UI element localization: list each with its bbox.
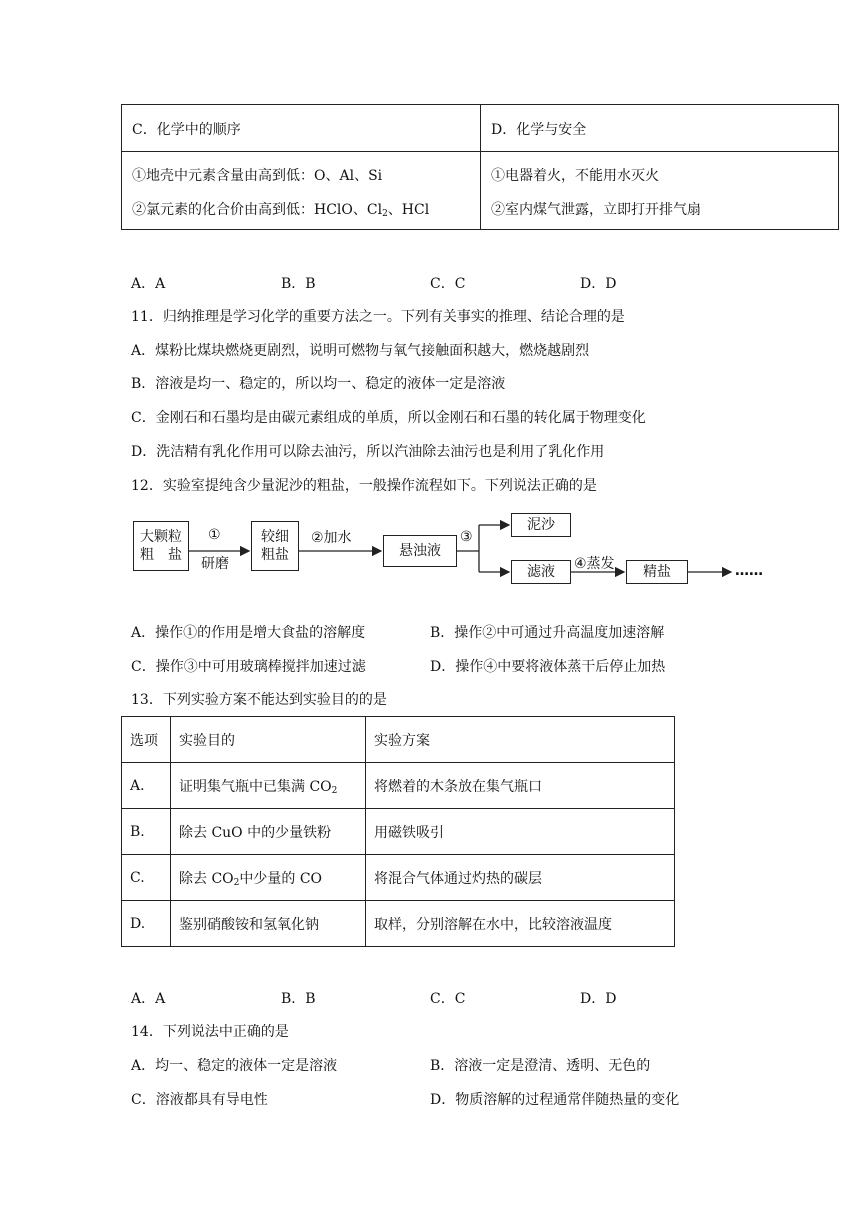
q12-option-a: A．操作①的作用是增大食盐的溶解度 bbox=[131, 625, 366, 641]
q10-option-c: C．C bbox=[430, 276, 466, 292]
row-plan: 用磁铁吸引 bbox=[366, 809, 675, 855]
q11-option-d: D．洗洁精有乳化作用可以除去油污，所以汽油除去油污也是利用了乳化作用 bbox=[131, 444, 605, 460]
row-plan: 将混合气体通过灼热的碳层 bbox=[366, 855, 675, 901]
flow-diagram bbox=[131, 513, 781, 593]
flow-step1-label: ① bbox=[208, 527, 221, 543]
q13-table bbox=[121, 716, 675, 947]
q13-option-b: B．B bbox=[281, 991, 316, 1007]
row-option: C. bbox=[122, 855, 171, 901]
header-option: 选项 bbox=[122, 717, 171, 763]
table-c-line2: ②氯元素的化合价由高到低：HClO、$Cl_2$、HCl bbox=[132, 202, 430, 219]
q10-option-d: D．D bbox=[580, 276, 617, 292]
row-goal: 鉴别硝酸铵和氢氧化钠 bbox=[171, 901, 366, 947]
table-header-row bbox=[122, 717, 675, 763]
header-plan: 实验方案 bbox=[366, 717, 675, 763]
table-row bbox=[122, 763, 675, 809]
row-option: D. bbox=[122, 901, 171, 947]
q10-option-a: A．A bbox=[131, 276, 166, 292]
q12-stem: 12．实验室提纯含少量泥沙的粗盐，一般操作流程如下。下列说法正确的是 bbox=[131, 478, 597, 494]
q13-option-a: A．A bbox=[131, 991, 166, 1007]
q10-option-b: B．B bbox=[281, 276, 316, 292]
q11-stem: 11．归纳推理是学习化学的重要方法之一。下列有关事实的推理、结论合理的是 bbox=[131, 309, 625, 325]
row-plan: 将燃着的木条放在集气瓶口 bbox=[366, 763, 675, 809]
table-c-line1: ①地壳中元素含量由高到低：O、Al、Si bbox=[132, 168, 383, 184]
table-d-header: D．化学与安全 bbox=[491, 122, 587, 138]
table-divider-vertical bbox=[480, 105, 481, 229]
table-row bbox=[122, 855, 675, 901]
row-goal: 除去 CuO 中的少量铁粉 bbox=[171, 809, 366, 855]
q11-option-a: A．煤粉比煤块燃烧更剧烈，说明可燃物与氧气接触面积越大，燃烧越剧烈 bbox=[131, 343, 590, 359]
row-option: B. bbox=[122, 809, 171, 855]
flow-box-filtrate: 滤液 bbox=[511, 560, 571, 584]
q13-stem: 13．下列实验方案不能达到实验目的的是 bbox=[131, 692, 387, 708]
q11-option-c: C．金刚石和石墨均是由碳元素组成的单质，所以金刚石和石墨的转化属于物理变化 bbox=[131, 410, 646, 426]
flow-box-suspension: 悬浊液 bbox=[383, 535, 457, 567]
q12-option-b: B．操作②中可通过升高温度加速溶解 bbox=[430, 625, 665, 641]
q14-option-b: B．溶液一定是澄清、透明、无色的 bbox=[430, 1058, 651, 1074]
flow-step3-label: ③ bbox=[460, 529, 473, 545]
table-row bbox=[122, 809, 675, 855]
q14-stem: 14．下列说法中正确的是 bbox=[131, 1024, 289, 1040]
table-d-line1: ①电器着火，不能用水灭火 bbox=[491, 168, 659, 184]
flow-step4-label: ④蒸发 bbox=[574, 556, 615, 572]
q12-option-c: C．操作③中可用玻璃棒搅拌加速过滤 bbox=[131, 659, 366, 675]
row-goal: 除去 $CO_2$中少量的 CO bbox=[171, 855, 366, 901]
row-plan: 取样，分别溶解在水中，比较溶液温度 bbox=[366, 901, 675, 947]
table-row bbox=[122, 901, 675, 947]
q13-option-c: C．C bbox=[430, 991, 466, 1007]
row-goal: 证明集气瓶中已集满 $CO_2$ bbox=[171, 763, 366, 809]
flow-step2-label: ②加水 bbox=[311, 530, 352, 546]
header-goal: 实验目的 bbox=[171, 717, 366, 763]
q13-option-d: D．D bbox=[580, 991, 617, 1007]
q11-option-b: B．溶液是均一、稳定的，所以均一、稳定的液体一定是溶液 bbox=[131, 376, 506, 392]
flow-box-coarse-salt: 大颗粒 粗 盐 bbox=[133, 521, 189, 571]
flow-box-refined-salt: 精盐 bbox=[626, 560, 688, 584]
flow-ellipsis: …… bbox=[735, 563, 763, 579]
flow-box-fine-salt: 较细 粗盐 bbox=[251, 521, 299, 571]
q14-option-d: D．物质溶解的过程通常伴随热量的变化 bbox=[430, 1092, 680, 1108]
table-cd bbox=[121, 104, 839, 230]
q14-option-a: A．均一、稳定的液体一定是溶液 bbox=[131, 1058, 338, 1074]
q14-option-c: C．溶液都具有导电性 bbox=[131, 1092, 268, 1108]
flow-box-sediment: 泥沙 bbox=[511, 513, 571, 537]
table-c-header: C．化学中的顺序 bbox=[132, 122, 241, 138]
flow-step1-grind: 研磨 bbox=[201, 556, 229, 572]
row-option: A. bbox=[122, 763, 171, 809]
q12-option-d: D．操作④中要将液体蒸干后停止加热 bbox=[430, 659, 666, 675]
table-d-line2: ②室内煤气泄露，立即打开排气扇 bbox=[491, 202, 701, 218]
table-divider-horizontal bbox=[122, 151, 838, 152]
